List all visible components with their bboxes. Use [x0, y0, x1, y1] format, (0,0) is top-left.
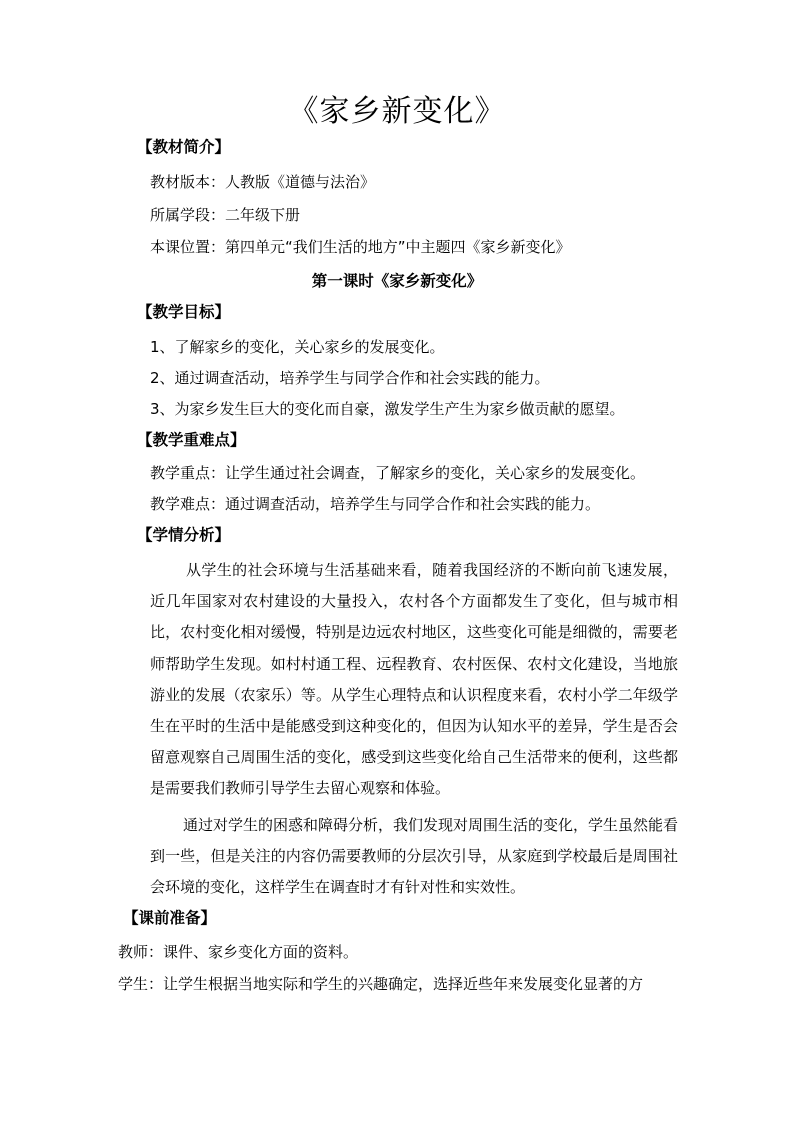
position-line: 本课位置：第四单元“我们生活的地方”中主题四《家乡新变化》	[150, 238, 571, 256]
goals-heading: 【教学目标】	[137, 303, 231, 321]
goal-item-2: 2、通过调查活动，培养学生与同学合作和社会实践的能力。	[150, 369, 550, 387]
document-title: 《家乡新变化》	[288, 94, 506, 129]
difficult-point: 教学难点：通过调查活动，培养学生与同学合作和社会实践的能力。	[150, 495, 601, 513]
key-point: 教学重点：让学生通过社会调查，了解家乡的变化，关心家乡的发展变化。	[150, 464, 646, 482]
prep-heading: 【课前准备】	[123, 909, 217, 927]
goal-item-1: 1、了解家乡的变化，关心家乡的发展变化。	[150, 338, 445, 356]
key-heading: 【教学重难点】	[137, 431, 246, 449]
analysis-paragraph-1: 从学生的社会环境与生活基础来看，随着我国经济的不断向前飞速发展，近几年国家对农村建设的大量投入，农村各个方面都发生了变化，但与城市相比，农村变化相对缓慢，特别是边远农村地区，这些变化可能是细微的，需要老师帮助学生发现。如村村通工程、远程教育、农村医保、农村文化建设，当地旅游业的发展（农家乐）等。从学生心理特点和认识程度来看，农村小学二年级学生在平时的生活中是能感受到这种变化的，但因为认知水平的差异，学生是否会留意观察自己周围生活的变化，感受到这些变化给自己生活带来的便利，这些都是需要我们教师引导学生去留心观察和体验。	[150, 561, 678, 798]
student-prep: 学生：让学生根据当地实际和学生的兴趣确定，选择近些年来发展变化显著的方	[118, 975, 644, 993]
analysis-heading: 【学情分析】	[137, 526, 231, 544]
goal-item-3: 3、为家乡发生巨大的变化而自豪，激发学生产生为家乡做贡献的愿望。	[150, 400, 625, 418]
intro-heading: 【教材简介】	[137, 138, 231, 156]
edition-line: 教材版本：人教版《道德与法治》	[150, 173, 376, 191]
grade-line: 所属学段：二年级下册	[150, 206, 301, 224]
lesson-title: 第一课时《家乡新变化》	[311, 272, 483, 290]
teacher-prep: 教师：课件、家乡变化方面的资料。	[118, 943, 359, 961]
analysis-paragraph-2: 通过对学生的困惑和障碍分析，我们发现对周围生活的变化，学生虽然能看到一些，但是关注的内容仍需要教师的分层次引导，从家庭到学校最后是周围社会环境的变化，这样学生在调查时才有针对性和实效性。	[150, 816, 679, 897]
